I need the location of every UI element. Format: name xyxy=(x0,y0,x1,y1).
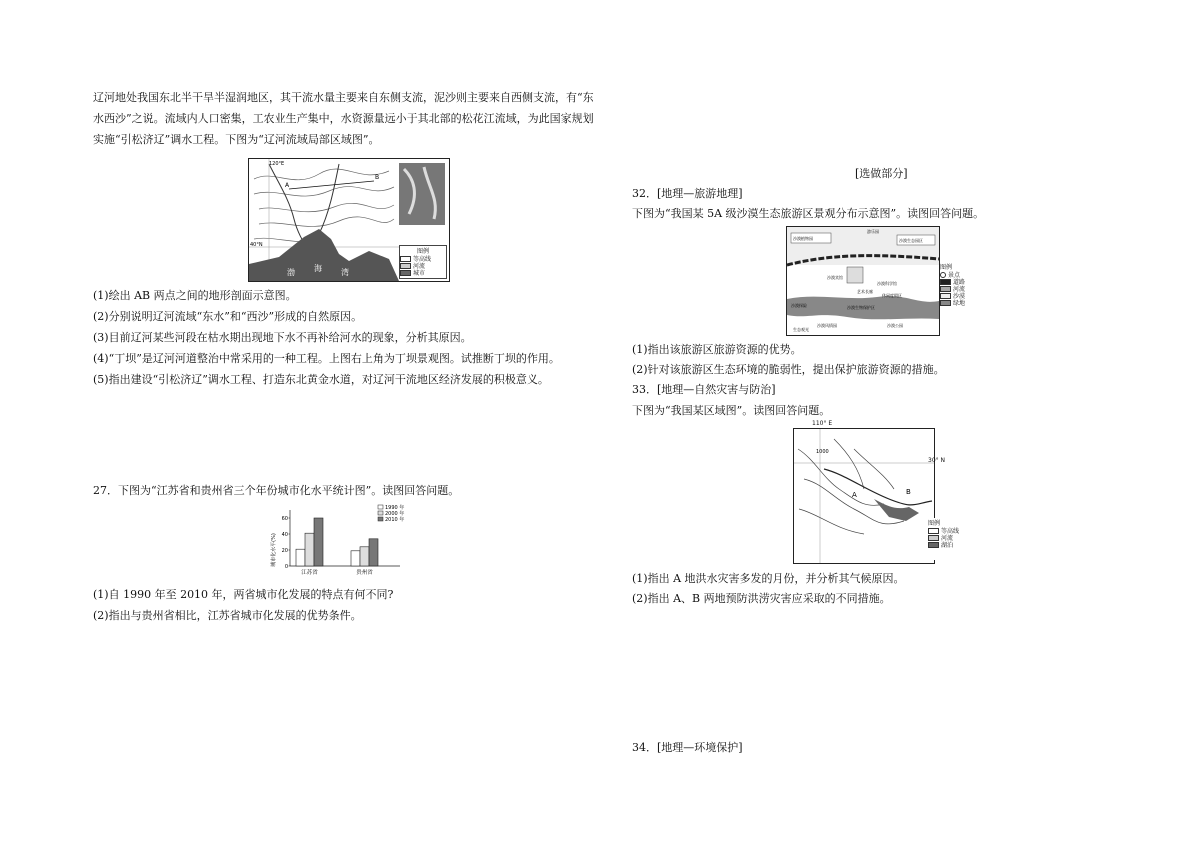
q32-1: (1)指出该旅游区旅游资源的优势。 xyxy=(632,343,802,356)
map1-legend-river: 河流 xyxy=(413,263,426,270)
map2-legend-0: 景点 xyxy=(948,272,961,279)
q27-title: 27．下图为“江苏省和贵州省三个年份城市化水平统计图”。读图回答问题。 xyxy=(93,484,460,497)
q34-title: 34．[地理—环境保护] xyxy=(632,741,743,754)
desert-label-9: 沙漠公园 xyxy=(887,323,903,328)
chart-legend-label: 2000 年 xyxy=(385,511,405,517)
map2-legend-panel xyxy=(940,262,970,332)
desert-label-11: 沙漠生物保护区 xyxy=(847,305,875,310)
chart-bar xyxy=(305,533,314,566)
chart-bar xyxy=(360,547,369,566)
spot-swatch xyxy=(940,272,946,278)
sand-swatch xyxy=(940,293,951,299)
q33-title: 33．[地理—自然灾害与防治] xyxy=(632,383,776,396)
chart-legend-label: 1990 年 xyxy=(385,505,405,511)
q26-2: (2)分别说明辽河流域“东水”和“西沙”形成的自然原因。 xyxy=(93,310,363,323)
q32-title: 32．[地理—旅游地理] xyxy=(632,187,743,200)
chart-bar xyxy=(314,518,323,566)
lon-label: 120°E xyxy=(269,161,285,167)
contour-value: 1000 xyxy=(816,449,829,455)
desert-label-5: 休闲度假区 xyxy=(882,293,902,298)
svg-text:A: A xyxy=(285,182,290,189)
q26-1: (1)绘出 AB 两点之间的地形剖面示意图。 xyxy=(93,289,297,302)
chart-category-label: 江苏省 xyxy=(301,570,318,576)
contour-swatch xyxy=(400,256,411,262)
desert-label-4: 沙漠科学馆 xyxy=(877,281,897,286)
city-swatch xyxy=(400,270,411,276)
desert-label-2: 游乐园 xyxy=(867,229,879,234)
point-b: B xyxy=(906,488,911,496)
chart-legend-swatch xyxy=(378,517,383,521)
map2-legend-4: 绿地 xyxy=(953,300,966,307)
map3-legend-1: 河流 xyxy=(941,535,954,542)
desert-label-10: 生态观光 xyxy=(793,327,809,332)
urbanization-bar-chart xyxy=(266,502,416,582)
map2-legend-1: 道路 xyxy=(953,279,966,286)
map1-legend-contour: 等高线 xyxy=(413,256,432,263)
lat-label-30: 30° N xyxy=(928,457,946,464)
river-swatch xyxy=(400,263,411,269)
point-a: A xyxy=(852,491,857,499)
map3-contour-swatch xyxy=(928,528,939,534)
chart-bar xyxy=(369,539,378,566)
lat-label: 40°N xyxy=(250,242,263,248)
river2-swatch xyxy=(940,286,951,292)
map2-legend-title: 图例 xyxy=(940,264,953,271)
desert-label-1: 沙漠生态园区 xyxy=(899,238,923,243)
sea-char-1: 渤 xyxy=(287,268,295,277)
chart-category-label: 贵州省 xyxy=(356,570,373,576)
q32-2: (2)针对该旅游区生态环境的脆弱性，提出保护旅游资源的措施。 xyxy=(632,363,945,376)
map3-legend-2: 湖泊 xyxy=(941,542,954,549)
desert-label-7: 沙漠探险 xyxy=(791,303,807,308)
q26-5: (5)指出建设“引松济辽”调水工程、打造东北黄金水道，对辽河干流地区经济发展的积极意义。 xyxy=(93,373,549,386)
chart-ytick: 20 xyxy=(281,548,288,554)
map1-legend-title: 图例 xyxy=(416,248,429,255)
map3-lake-swatch xyxy=(928,542,939,548)
q32-intro: 下图为“我国某 5A 级沙漠生态旅游区景观分布示意图”。读图回答问题。 xyxy=(632,207,985,220)
section-title: [选做部分] xyxy=(855,167,908,180)
region-map xyxy=(793,428,935,564)
q26-4: (4)“丁坝”是辽河河道整治中常采用的一种工程。上图右上角为丁坝景观图。试推断丁坝的作用。 xyxy=(93,352,560,365)
q33-2: (2)指出 A、B 两地预防洪涝灾害应采取的不同措施。 xyxy=(632,592,891,605)
chart-legend-swatch xyxy=(378,505,383,509)
q33-intro: 下图为“我国某区域图”。读图回答问题。 xyxy=(632,404,831,417)
desert-map-drawing xyxy=(787,227,939,335)
green-swatch xyxy=(940,300,951,306)
map3-legend xyxy=(928,518,964,560)
chart-legend-swatch xyxy=(378,511,383,515)
q27-1: (1)自 1990 年至 2010 年，两省城市化发展的特点有何不同? xyxy=(93,588,394,601)
desert-tourism-map xyxy=(786,226,940,336)
map2-legend-3: 沙漠 xyxy=(953,293,966,300)
map3-river-swatch xyxy=(928,535,939,541)
chart-ytick: 40 xyxy=(281,532,288,538)
desert-label-0: 沙漠植物园 xyxy=(793,236,813,241)
liao-river-map xyxy=(248,158,450,282)
desert-label-3: 艺术长廊 xyxy=(857,289,873,294)
chart-legend-label: 2010 年 xyxy=(385,517,405,523)
q33-1: (1)指出 A 地洪水灾害多发的月份，并分析其气候原因。 xyxy=(632,572,905,585)
chart-bar xyxy=(351,551,360,566)
sea-char-2: 海 xyxy=(314,264,322,273)
sea-char-3: 湾 xyxy=(341,268,349,277)
intro-paragraph: 辽河地处我国东北半干旱半湿润地区，其干流水量主要来自东侧支流，泥沙则主要来自西侧支流，有“东水西沙”之说。流域内人口密集，工农业生产集中，水资源量远小于其北部的松花江流域，为此国家规划实施“引松济辽”调水工程。下图为“辽河流域局部区域图”。 xyxy=(93,91,594,146)
chart-ytick: 60 xyxy=(281,516,288,522)
chart-ytick: 0 xyxy=(284,564,288,570)
chart-ylabel: 城市化水平(%) xyxy=(271,533,277,567)
chart-bar xyxy=(296,549,305,566)
desert-label-6: 沙漠宾馆 xyxy=(827,275,843,280)
map3-legend-0: 等高线 xyxy=(941,528,960,535)
map2-legend-2: 河流 xyxy=(953,286,966,293)
svg-text:B: B xyxy=(375,174,380,181)
map3-legend-title: 图例 xyxy=(928,520,941,527)
region-map-drawing xyxy=(794,429,934,563)
map1-legend-city: 城市 xyxy=(413,270,426,277)
q27-2: (2)指出与贵州省相比，江苏省城市化发展的优势条件。 xyxy=(93,609,362,622)
road-swatch xyxy=(940,279,951,285)
map1-legend xyxy=(399,245,447,279)
lon-label-110: 110° E xyxy=(812,420,833,427)
q26-3: (3)目前辽河某些河段在枯水期出现地下水不再补给河水的现象，分析其原因。 xyxy=(93,331,472,344)
desert-label-8: 沙漠风情园 xyxy=(817,323,837,328)
